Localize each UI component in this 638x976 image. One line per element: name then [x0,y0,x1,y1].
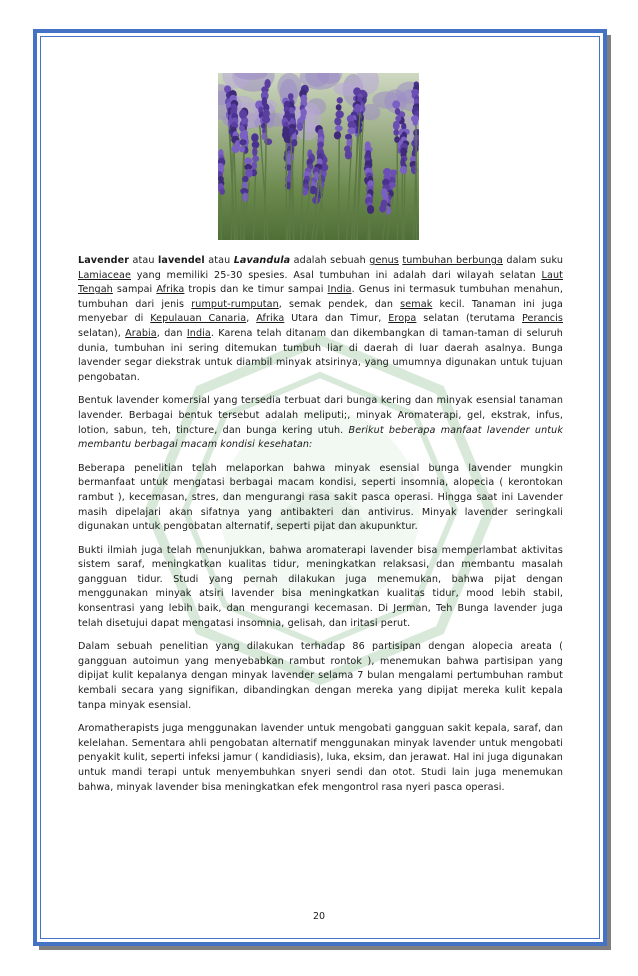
link-semak[interactable]: semak [400,298,433,310]
lavender-photo [218,73,419,240]
link-lamiaceae[interactable]: Lamiaceae [78,269,131,281]
link-arabia[interactable]: Arabia [125,327,157,339]
text-span: dalam suku [502,255,564,266]
text-span: , semak pendek, dan [278,298,401,310]
text-span: atau [204,255,234,266]
frame-shadow-bottom [39,946,611,950]
paragraph-research: Beberapa penelitian telah melaporkan bahwa minyak esensial bunga lavender mungkin bermanfaat untuk mengatasi berbagai macam kondisi, seperti insomnia, alopecia ( kerontokan rambut ), kecemasan, stres, dan mengurangi rasa sakit pasca operasi. Hingga saat ini Lavender masih dipelajari akan sifatnya yang antibakteri dan antivirus. Minyak lavender seringkali digunakan untuk pengobatan alternatif, seperti pijat dan akupunktur. [78,462,563,533]
term-lavender: Lavender [78,255,130,266]
text-span: yang memiliki 25-30 spesies. Asal tumbuhan ini adalah dari wilayah selatan [130,269,542,281]
link-eropa[interactable]: Eropa [388,313,417,325]
page-number: 20 [312,911,326,922]
link-rumput-rumputan[interactable]: rumput-rumputan [191,298,279,310]
text-span: kecil. Tanaman ini juga menyebar di [78,298,564,325]
paragraph-aromatherapy: Aromatherapists juga menggunakan lavender untuk mengobati gangguan sakit kepala, saraf, dan kelelahan. Sementara ahli pengobatan alternatif menggunakan minyak lavender untuk mengobati penyakit kulit, seperti infeksi jamur ( kandidiasis), luka, eksim, dan jerawat. Hal ini juga digunakan untuk mandi terapi untuk menyembuhkan snyeri sendi dan otot. Studi lain juga menemukan bahwa, minyak lavender bisa meningkatkan efek mengontrol rasa nyeri pasca operasi. [78,723,563,793]
text-span: . Genus ini termasuk tumbuhan menahun, tumbuhan dari jenis [78,284,563,310]
text-span: tropis dan ke timur sampai [184,284,328,296]
benefits-intro: Berikut beberapa manfaat lavender untuk membantu berbagai macam kondisi kesehatan: [78,424,563,451]
link-genus[interactable]: genus [369,255,399,266]
link-kepulauan-canaria[interactable]: Kepulauan Canaria [150,313,247,325]
text-span: Utara dan Timur, [284,313,389,325]
link-laut-tengah[interactable]: Laut Tengah [78,269,563,296]
link-afrika[interactable]: Afrika [156,284,185,296]
link-afrika-2[interactable]: Afrika [256,313,285,325]
paragraph-evidence: Bukti ilmiah juga telah menunjukkan, bahwa aromaterapi lavender bisa memperlambat aktivitas sistem saraf, meningkatkan kualitas tidur, meningkatkan relaksasi, dan membantu masalah gangguan tidur. Studi yang pernah dilakukan juga menemukan, bahwa pijat dengan menggunakan minyak atsiri lavender bisa meningkatkan kualitas tidur, mood lebih stabil, konsentrasi yang lebih baik, dan mengurangi kecemasan. Di Jerman, Teh Bunga lavender juga telah disetujui dapat mengatasi insomnia, gelisah, dan iritasi perut. [78,544,563,629]
paragraph-forms [78,394,563,452]
text-span: Bentuk lavender komersial yang tersedia terbuat dari bunga kering dan minyak esensial tanaman lavender. Berbagai bentuk tersebut adalah meliputi;, minyak Aromaterapi, gel, ekstrak, infus, lotion, sabun, teh, tincture, dan bunga kering utuh. [78,395,563,436]
paragraph-intro [78,254,563,385]
link-india-2[interactable]: India [186,327,211,339]
term-lavandula: Lavandula [233,255,291,266]
article-body [78,254,563,804]
term-lavendel: lavendel [157,255,205,266]
text-span: selatan (terutama [416,313,522,325]
link-india[interactable]: India [327,284,352,296]
paragraph-alopecia: Dalam sebuah penelitian yang dilakukan terhadap 86 partisipan dengan alopecia areata ( gangguan autoimun yang menyebabkan rambut rontok ), menemukan bahwa partisipan yang dipijat kulit kepalanya dengan minyak lavender selama 7 bulan mengalami pertumbuhan rambut kembali secara yang signifikan, dibandingkan dengan mereka yang dipijat mereka kulit kepala tanpa minyak esensial. [78,641,563,711]
text-span: sampai [112,284,157,296]
lavender-flowers-image [218,73,419,240]
link-perancis[interactable]: Perancis [522,313,563,325]
text-span: adalah sebuah [290,255,370,266]
frame-shadow-right [607,35,611,950]
text-span: , [246,313,257,325]
text-span: , dan [156,327,187,339]
text-span: selatan), [78,327,126,339]
text-span: atau [129,255,158,266]
text-span: . Karena telah ditanam dan dikembangkan di taman-taman di seluruh dunia, tumbuhan ini sering ditemukan tumbuh liar di daerah di luar daerah asalnya. Bunga lavender segar diekstrak untuk diambil minyak atsirinya, yang umumnya digunakan untuk tujuan pengobatan. [78,327,563,383]
link-tumbuhan-berbunga[interactable]: tumbuhan berbunga [402,255,503,266]
